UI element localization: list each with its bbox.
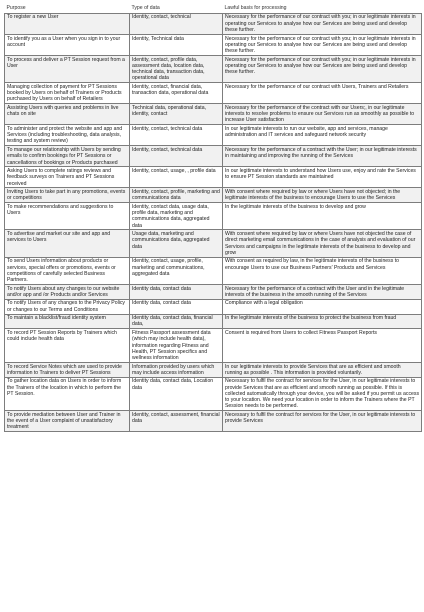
lawful-basis-cell: Compliance with a legal obligation — [223, 299, 422, 314]
data-type-cell: Technical data, operational data, identity, contact — [130, 104, 223, 125]
lawful-basis-cell: Necessary for the performance of our contract with you; in our legitimate interests in operating our Services to analyse how our Services are being used and develop these further. — [223, 34, 422, 55]
purpose-cell: To advertise and market our site and app and services to Users — [5, 230, 130, 257]
table-row — [5, 13, 422, 34]
table-row — [5, 34, 422, 55]
table-row — [5, 314, 422, 329]
table-row — [5, 104, 422, 125]
purpose-cell: To make recommendations and suggestions to Users — [5, 203, 130, 230]
data-type-cell: Fitness Passport assessment data (which may include health data), information regarding Fitness and Health, PT Session specifics and wellness information — [130, 329, 223, 363]
table-row — [5, 285, 422, 300]
purpose-cell: To send Users information about products or services, special offers or promotions, events or competitions of carefully selected Business Partners. — [5, 257, 130, 284]
lawful-basis-cell: Consent is required from Users to collect Fitness Passport Reports — [223, 329, 422, 363]
lawful-basis-cell: In our legitimate interests to provide Services that are as efficient and smooth running as possible . This information is provided voluntarily. — [223, 362, 422, 377]
purpose-cell: To register a new User — [5, 13, 130, 34]
header-type-of-data: Type of data — [131, 4, 160, 11]
purpose-cell: Assisting Users with queries and problems in live chats on site — [5, 104, 130, 125]
header-lawful-basis: Lawful basis for processing — [224, 4, 287, 11]
purpose-cell: Asking Users to complete ratings reviews and feedback surveys on Trainers and PT Sessions received — [5, 167, 130, 188]
lawful-basis-cell: In the legitimate interests of the business to protect the business from fraud — [223, 314, 422, 329]
lawful-basis-cell: Necessary for the performance of our contract with you; in our legitimate interests in operating our Services to analyse how our Services are being used and develop these further. — [223, 55, 422, 82]
processing-purposes-table — [4, 4, 422, 432]
table-row — [5, 188, 422, 203]
header-row — [5, 4, 422, 13]
table-row — [5, 257, 422, 284]
header-purpose: Purpose — [6, 4, 26, 11]
data-type-cell: Identity, contact, usage, profile, marketing and communications, aggregated data — [130, 257, 223, 284]
data-type-cell: Identity, contact, assessment, financial data — [130, 411, 223, 432]
lawful-basis-cell: Necessary for the performance of our contract with you; in our legitimate interests in operating our Services to analyse how our Services are being used and develop these further. — [223, 13, 422, 34]
lawful-basis-cell: Necessary to fulfil the contract for services for the User, in our legitimate interests to provide Services that are as efficient and smooth running as possible. If this is collected automatically through your device, you will be asked if you permit us access to your location. We need your location in order to inform the Trainers where the PT Session needs to be performed. — [223, 377, 422, 411]
lawful-basis-cell: Necessary for the performance of our contract with Users, Trainers and Retailers — [223, 83, 422, 104]
purpose-cell: Inviting Users to take part in any promotions, events or competitions — [5, 188, 130, 203]
purpose-cell: To process and deliver a PT Session request from a User — [5, 55, 130, 82]
data-type-cell: Identity, contact, profile data, assessment data, location data, technical data, transaction data, operational data — [130, 55, 223, 82]
table-body — [5, 13, 422, 431]
table-row — [5, 167, 422, 188]
purpose-cell: To record PT Session Reports by Trainers which could include health data — [5, 329, 130, 363]
table-row — [5, 362, 422, 377]
purpose-cell: To notify Users about any changes to our website and/or app and /or Products and/or Services — [5, 285, 130, 300]
data-type-cell: Identity data, contact data, Location data — [130, 377, 223, 411]
lawful-basis-cell: With consent where required by law or where Users have not objected; in the legitimate interests of the business to encourage Users to use the Services — [223, 188, 422, 203]
lawful-basis-cell: In the legitimate interests of the business to develop and grow — [223, 203, 422, 230]
purpose-cell: To administer and protect the website and app and Services (including troubleshooting, data analysis, testing and system review) — [5, 125, 130, 146]
lawful-basis-cell: In our legitimate interests to run our website, app and services, manage administration and IT services and safeguard network security — [223, 125, 422, 146]
purpose-cell: To maintain a blacklist/fraud identity system — [5, 314, 130, 329]
data-type-cell: Identity data, contact data — [130, 299, 223, 314]
lawful-basis-cell: With consent as required by law, in the legitimate interests of the business to encourage Users to use our Business Partners' Products and Services — [223, 257, 422, 284]
lawful-basis-cell: Necessary to fulfil the contract for services for the User, in our legitimate interests to provide Services — [223, 411, 422, 432]
purpose-cell: To provide mediation between User and Trainer in the event of a User complaint of unsatisfactory treatment — [5, 411, 130, 432]
purpose-cell: To manage our relationship with Users by sending emails to confirm bookings for PT Sessions or cancellations of bookings or Products purchased — [5, 146, 130, 167]
data-type-cell: Identity, contact, technical data — [130, 146, 223, 167]
table-row — [5, 230, 422, 257]
table-row — [5, 55, 422, 82]
data-type-cell: Information provided by users which may include access information — [130, 362, 223, 377]
purpose-cell: To notify Users of any changes to the Privacy Policy or changes to our Terms and Conditions — [5, 299, 130, 314]
lawful-basis-cell: Necessary for the performance of a contract with the User; in our legitimate interests in maintaining and improving the running of the Services — [223, 146, 422, 167]
data-type-cell: Identity, contact data, usage data, profile data, marketing and communications data, aggregated data — [130, 203, 223, 230]
data-type-cell: Identity, contact, profile, marketing and communications data — [130, 188, 223, 203]
lawful-basis-cell: Necessary for the performance of a contract with the User and in the legitimate interests of the business in the smooth running of the Services — [223, 285, 422, 300]
data-type-cell: Identity, contact, financial data, transaction data, operational data — [130, 83, 223, 104]
data-type-cell: Identity data, contact data, financial data, — [130, 314, 223, 329]
table-row — [5, 329, 422, 363]
data-type-cell: Identity, contact, usage, , profile data — [130, 167, 223, 188]
lawful-basis-cell: Necessary for the performance of the contract with our Users;, in our legitimate interests to resolve problems to ensure our Services run as smoothly as possible to increase User satisfaction — [223, 104, 422, 125]
table-row — [5, 411, 422, 432]
purpose-cell: Managing collection of payment for PT Sessions booked by Users on behalf of Trainers or Products purchased by Users on behalf of Retailers — [5, 83, 130, 104]
data-type-cell: Identity data, contact data — [130, 285, 223, 300]
table-row — [5, 125, 422, 146]
table-header — [5, 4, 422, 13]
table-row — [5, 146, 422, 167]
table-row — [5, 203, 422, 230]
purpose-cell: To gather location data on Users in order to inform the Trainers of the location in which to perform the PT Session. — [5, 377, 130, 411]
data-type-cell: Identity, contact, technical data — [130, 125, 223, 146]
table-row — [5, 299, 422, 314]
data-type-cell: Identity, Technical data — [130, 34, 223, 55]
lawful-basis-cell: In our legitimate interests to understand how Users use, enjoy and rate the Services to ensure PT Session standards are maintained — [223, 167, 422, 188]
table-row — [5, 83, 422, 104]
purpose-cell: To record Service Notes which are used to provide information to Trainers to deliver PT Sessions — [5, 362, 130, 377]
table-row — [5, 377, 422, 411]
purpose-cell: To identify you as a User when you sign in to your account — [5, 34, 130, 55]
lawful-basis-cell: With consent where required by law or where Users have not objected the case of direct marketing email communications in the case of analysis and evaluation of our Services and campaigns in the legitimate interests of the business to develop and grow — [223, 230, 422, 257]
data-type-cell: Usage data, marketing and communications data, aggregated data — [130, 230, 223, 257]
data-type-cell: Identity, contact, technical — [130, 13, 223, 34]
